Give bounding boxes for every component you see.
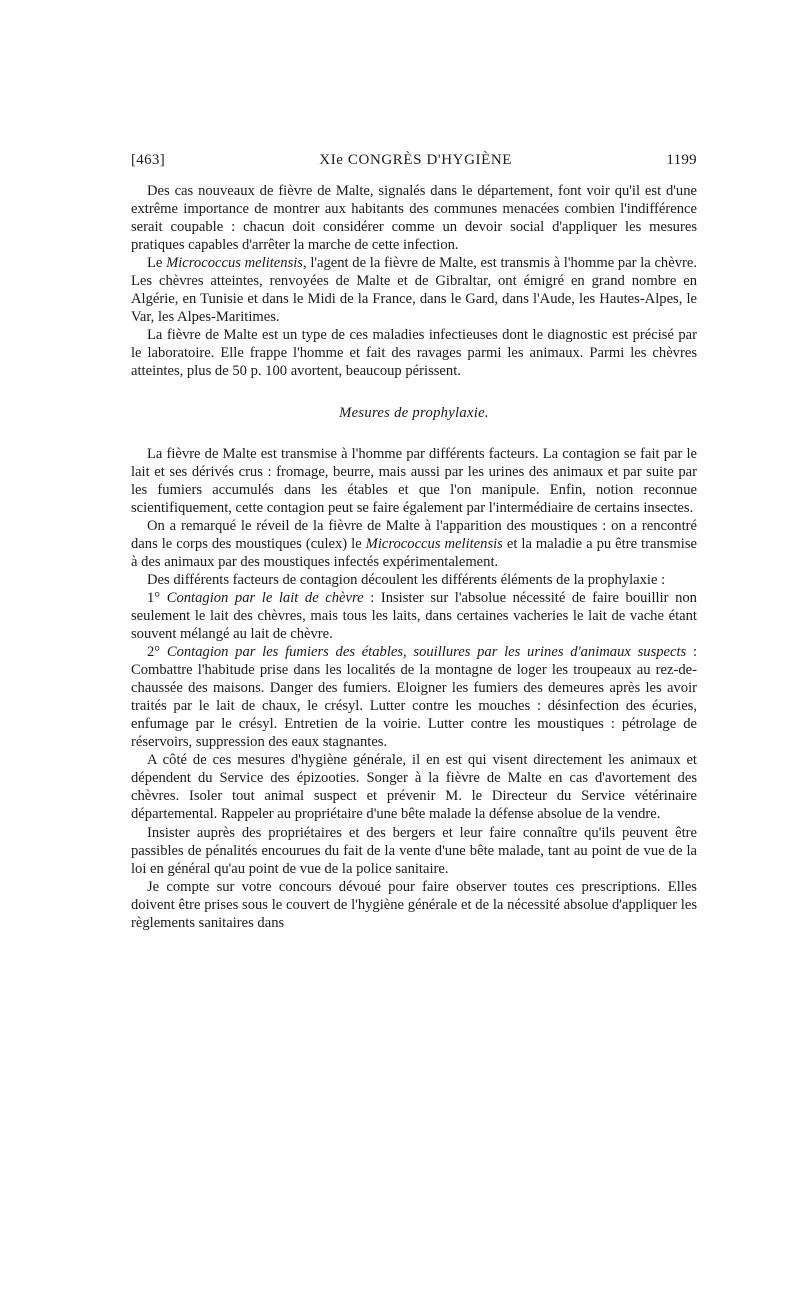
paragraph: On a remarqué le réveil de la fièvre de Malte à l'apparition des moustiques : on a rencontré dans le corps des moustiques (culex) le Micrococcus melitensis et la maladie a pu être transmise à des animaux par des moustiques infectés expérimentalement.	[131, 517, 697, 570]
paragraph: 2° Contagion par les fumiers des étables, souillures par les urines d'animaux suspects : Combattre l'habitude prise dans les localités de la montagne de loger les troupeaux au rez-de-chaussée des maisons. Danger des fumiers. Eloigner les fumiers des demeures après les avoir traités par le lait de chaux, le crésyl. Lutter contre les mouches : désinfection des écuries, enfumage par le crésyl. Entretien de la voirie. Lutter contre les moustiques : pétrolage de réservoirs, suppression des eaux stagnantes.	[131, 644, 697, 751]
italic-term: Contagion par les fumiers des étables, souillures par les urines d'animaux suspects	[166, 644, 687, 661]
paragraph: Insister auprès des propriétaires et des bergers et leur faire connaître qu'ils peuvent être passibles de pénalités encourues du fait de la vente d'une bête malade, tant au point de vue de la loi en général qu'au point de vue de la police sanitaire.	[131, 824, 697, 877]
page-number: 1199	[666, 152, 697, 168]
running-header	[131, 152, 697, 182]
body-text	[131, 182, 697, 932]
italic-term: Micrococcus melitensis	[166, 255, 303, 272]
italic-term: Micrococcus melitensis	[365, 535, 503, 552]
paragraph: Le Micrococcus melitensis, l'agent de la fièvre de Malte, est transmis à l'homme par la chèvre. Les chèvres atteintes, renvoyées de Malte et de Gibraltar, ont émigré en grand nombre en Algérie, en Tunisie et dans le Midi de la France, dans le Gard, dans l'Aude, les Hautes-Alpes, le Var, les Alpes-Maritimes.	[131, 255, 697, 326]
italic-term: Contagion par le lait de chèvre	[166, 589, 364, 606]
paragraph: A côté de ces mesures d'hygiène générale, il en est qui visent directement les animaux et dépendent du Service des épizooties. Songer à la fièvre de Malte en cas d'avortement des chèvres. Isoler tout animal suspect et prévenir M. le Directeur du Service vétérinaire départemental. Rappeler au propriétaire d'une bête malade la défense absolue de la vendre.	[131, 752, 697, 823]
section-heading: Mesures de prophylaxie.	[339, 404, 489, 421]
paragraph: Je compte sur votre concours dévoué pour faire observer toutes ces prescriptions. Elles doivent être prises sous le couvert de l'hygiène générale et de la nécessité absolue d'appliquer les règlements sanitaires dans	[131, 878, 697, 931]
paragraph: Des différents facteurs de contagion découlent les différents éléments de la prophylaxie :	[147, 571, 666, 588]
paragraph: Des cas nouveaux de fièvre de Malte, signalés dans le département, font voir qu'il est d'une extrême importance de montrer aux habitants des communes menacées combien l'indifférence serait coupable : chacun doit considérer comme un devoir social d'appliquer les mesures pratiques capables d'arrêter la marche de cette infection.	[131, 183, 697, 254]
paragraph: 1° Contagion par le lait de chèvre : Insister sur l'absolue nécessité de faire bouillir non seulement le lait des chèvres, mais tous les laits, dans certaines vacheries le lait de vache étant souvent mélangé au lait de chèvre.	[131, 589, 697, 642]
document-page	[131, 152, 697, 932]
running-title: XIe CONGRÈS D'HYGIÈNE	[319, 152, 513, 168]
paragraph: La fièvre de Malte est un type de ces maladies infectieuses dont le diagnostic est précisé par le laboratoire. Elle frappe l'homme et fait des ravages parmi les animaux. Parmi les chèvres atteintes, plus de 50 p. 100 avortent, beaucoup périssent.	[131, 327, 697, 380]
paragraph: La fièvre de Malte est transmise à l'homme par différents facteurs. La contagion se fait par le lait et ses dérivés crus : fromage, beurre, mais aussi par les urines des animaux et par suite par les fumiers accumulés dans les étables et que l'on manipule. Enfin, notion reconnue scientifiquement, cette contagion peut se faire également par l'intermédiaire de certains insectes.	[131, 445, 697, 516]
page-reference: [463]	[131, 152, 165, 168]
